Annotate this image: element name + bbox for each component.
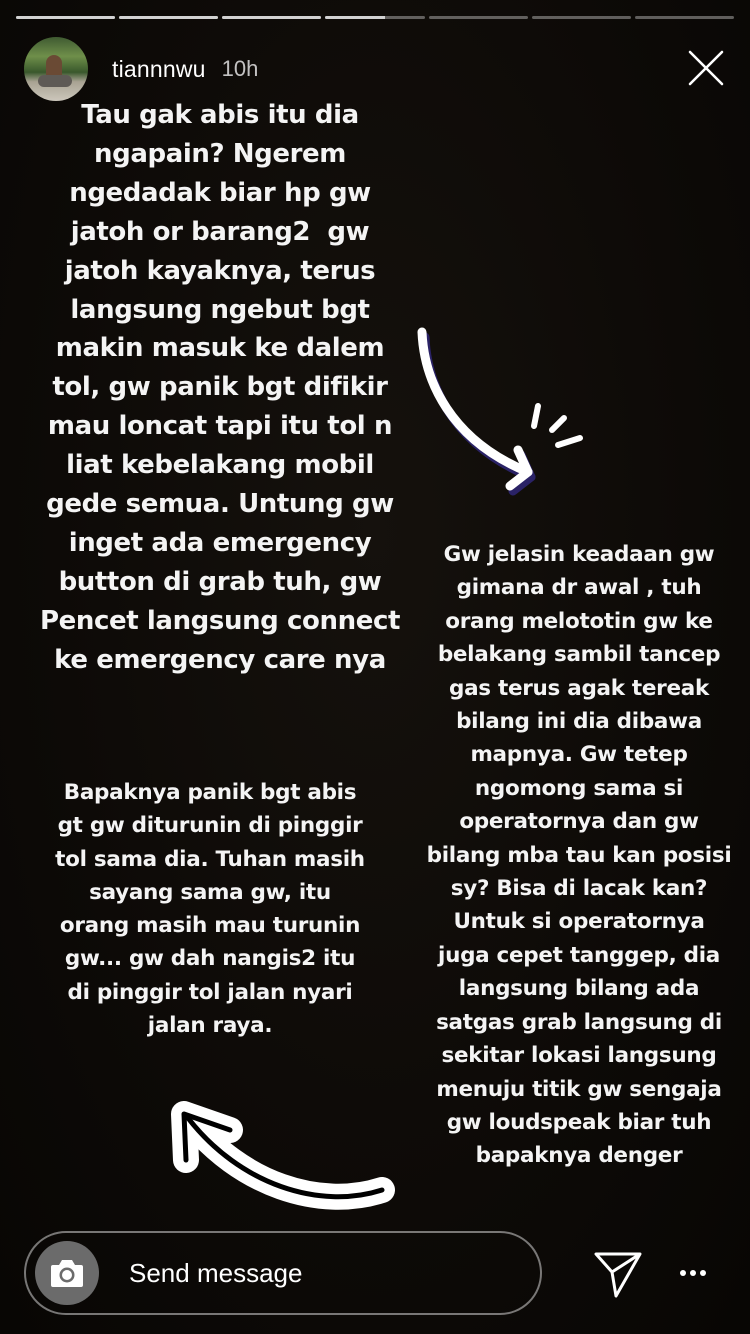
text-line: orang masih mau turunin [59,913,361,939]
text-line: ngomong sama si [474,775,684,801]
text-line: bilang ini dia dibawa [456,709,702,735]
text-line: Pencet langsung connect [39,605,401,636]
text-line: bilang mba tau kan posisi [426,842,732,868]
story-footer [0,1228,750,1318]
avatar[interactable] [24,37,88,101]
send-message-input[interactable] [24,1231,542,1315]
text-line: gede semua. Untung gw [46,489,394,520]
message-placeholder: Send message [129,1257,303,1288]
text-line: gt gw diturunin di pinggir [57,813,363,839]
text-line: liat kebelakang mobil [66,450,374,481]
text-line: gw loudspeak biar tuh [446,1109,712,1135]
text-line: jatoh or barang2 gw [70,216,370,247]
progress-segment-4 [325,16,424,19]
text-line: di pinggir tol jalan nyari [67,979,353,1005]
text-line: orang melototin gw ke [445,608,713,634]
text-line: Tau gak abis itu dia [81,100,359,130]
text-line: ke emergency care nya [54,644,386,675]
text-line: jatoh kayaknya, terus [64,255,376,286]
text-line: mau loncat tapi itu tol n [47,411,393,442]
text-line: Gw jelasin keadaan gw [443,542,715,567]
text-line: Bapaknya panik bgt abis [63,780,357,805]
progress-segment-1 [16,16,115,19]
progress-segment-6 [532,16,631,19]
more-options-button[interactable] [670,1258,716,1288]
story-text-block-1 [30,96,410,680]
direct-send-icon [590,1246,646,1302]
text-line: langsung ngebut bgt [70,294,370,325]
more-dots-icon [680,1270,686,1276]
text-line: satgas grab langsung di [436,1009,722,1035]
story-progress-bar [16,16,734,20]
text-line: belakang sambil tancep [437,642,721,668]
text-line: sekitar lokasi langsung [441,1043,717,1069]
close-icon [686,48,726,88]
progress-segment-2 [119,16,218,19]
text-line: operatornya dan gw [459,809,699,835]
progress-segment-3 [222,16,321,19]
text-line: tol sama dia. Tuhan masih [55,846,365,872]
text-line: mapnya. Gw tetep [470,742,688,768]
text-line: button di grab tuh, gw [58,566,382,597]
text-line: gas terus agak tereak [449,675,709,701]
story-text-block-2 [30,776,390,1042]
text-line: ngapain? Ngerem [94,138,346,169]
text-line: gw... gw dah nangis2 itu [64,946,356,972]
text-line: sayang sama gw, itu [89,879,331,905]
progress-segment-5 [429,16,528,19]
story-text-block-3 [424,538,734,1173]
text-line: juga cepet tanggep, dia [438,942,720,968]
text-line: Untuk si operatornya [453,909,705,935]
curved-arrow-up-left-icon [150,1080,410,1220]
direct-send-button[interactable] [590,1246,646,1302]
username[interactable]: tiannnwu [112,55,206,82]
text-line: tol, gw panik bgt difikir [52,372,388,403]
avatar-animal-shape [38,75,72,87]
text-line: sy? Bisa di lacak kan? [450,876,708,902]
text-line: gimana dr awal , tuh [456,575,702,601]
text-line: ngedadak biar hp gw [69,177,371,208]
curved-arrow-down-right-icon [400,310,600,510]
text-line: bapaknya denger [475,1143,683,1169]
text-line: jalan raya. [147,1013,273,1039]
camera-icon [49,1257,85,1289]
close-button[interactable] [686,48,726,88]
camera-button[interactable] [35,1241,99,1305]
post-time: 10h [221,56,259,81]
more-dots-icon [700,1270,706,1276]
text-line: inget ada emergency [68,527,372,558]
more-dots-icon [690,1270,696,1276]
progress-segment-7 [635,16,734,19]
text-line: makin masuk ke dalem [55,333,385,364]
story-header [24,36,730,102]
text-line: langsung bilang ada [458,976,700,1002]
text-line: menuju titik gw sengaja [436,1076,722,1102]
